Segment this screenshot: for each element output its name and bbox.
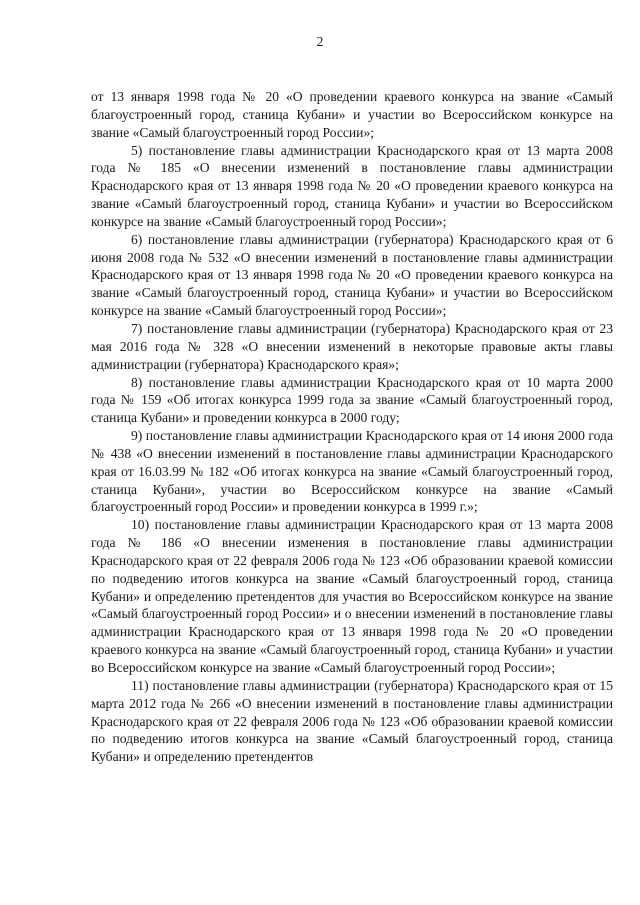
page-number: 2 — [316, 34, 324, 49]
paragraph-item-6: 6) постановление главы администрации (губернатора) Краснодарского края от 6 июня 2008 года № 532 «О внесении изменений в постановление главы администрации Краснодарского края от 13 января 1998 года № 20 «О проведении краевого конкурса на звание «Самый благоустроенный город, станица Кубани» и участии во Всероссийском конкурсе на звание «Самый благоустроенный город России»; — [91, 231, 613, 319]
paragraph-item-9: 9) постановление главы администрации Краснодарского края от 14 июня 2000 года № 438 «О внесении изменений в постановление главы администрации Краснодарского края от 16.03.99 № 182 «Об итогах конкурса на звание «Самый благоустроенный город, станица Кубани», участии во Всероссийском конкурсе на звание «Самый благоустроенный город России» и проведении конкурса в 1999 г.»; — [91, 428, 613, 515]
paragraph-item-7: 7) постановление главы администрации (губернатора) Краснодарского края от 23 мая 2016 года № 328 «О внесении изменений в некоторые правовые акты главы администрации (губернатора) Краснодарского края»; — [91, 320, 613, 372]
paragraph-item-5: 5) постановление главы администрации Краснодарского края от 13 марта 2008 года № 185 «О внесении изменений в постановление главы администрации Краснодарского края от 13 января 1998 года № 20 «О проведении краевого конкурса на звание «Самый благоустроенный город, станица Кубани» и участии во Всероссийском конкурсе на звание «Самый благоустроенный город России»; — [91, 142, 613, 229]
document-body — [91, 88, 613, 766]
paragraph-item-11: 11) постановление главы администрации (губернатора) Краснодарского края от 15 марта 2012 года № 266 «О внесении изменений в постановление главы администрации Краснодарского края от 22 февраля 2006 года № 123 «Об образовании краевой комиссии по подведению итогов конкурса на звание «Самый благоустроенный город, станица Кубани» и определению претендентов — [91, 677, 613, 765]
paragraph-item-10: 10) постановление главы администрации Краснодарского края от 13 марта 2008 года № 186 «О внесении изменения в постановление главы администрации Краснодарского края от 22 февраля 2006 года № 123 «Об образовании краевой комиссии по подведению итогов конкурса на звание «Самый благоустроенный город, станица Кубани» и определению претендентов для участия во Всероссийском конкурсе на звание «Самый благоустроенный город России» и о внесении изменений в постановление главы администрации Краснодарского края от 13 января 1998 года № 20 «О проведении краевого конкурса на звание «Самый благоустроенный город, станица Кубани» и участии во Всероссийском конкурсе на звание «Самый благоустроенный город России»; — [91, 517, 613, 675]
paragraph-item-8: 8) постановление главы администрации Краснодарского края от 10 марта 2000 года № 159 «Об итогах конкурса 1999 года за звание «Самый благоустроенный город, станица Кубани» и проведении конкурса в 2000 году; — [91, 374, 613, 426]
paragraph-continuation: от 13 января 1998 года № 20 «О проведении краевого конкурса на звание «Самый благоустроенный город, станица Кубани» и участии во Всероссийском конкурсе на звание «Самый благоустроенный город России»; — [91, 89, 613, 140]
